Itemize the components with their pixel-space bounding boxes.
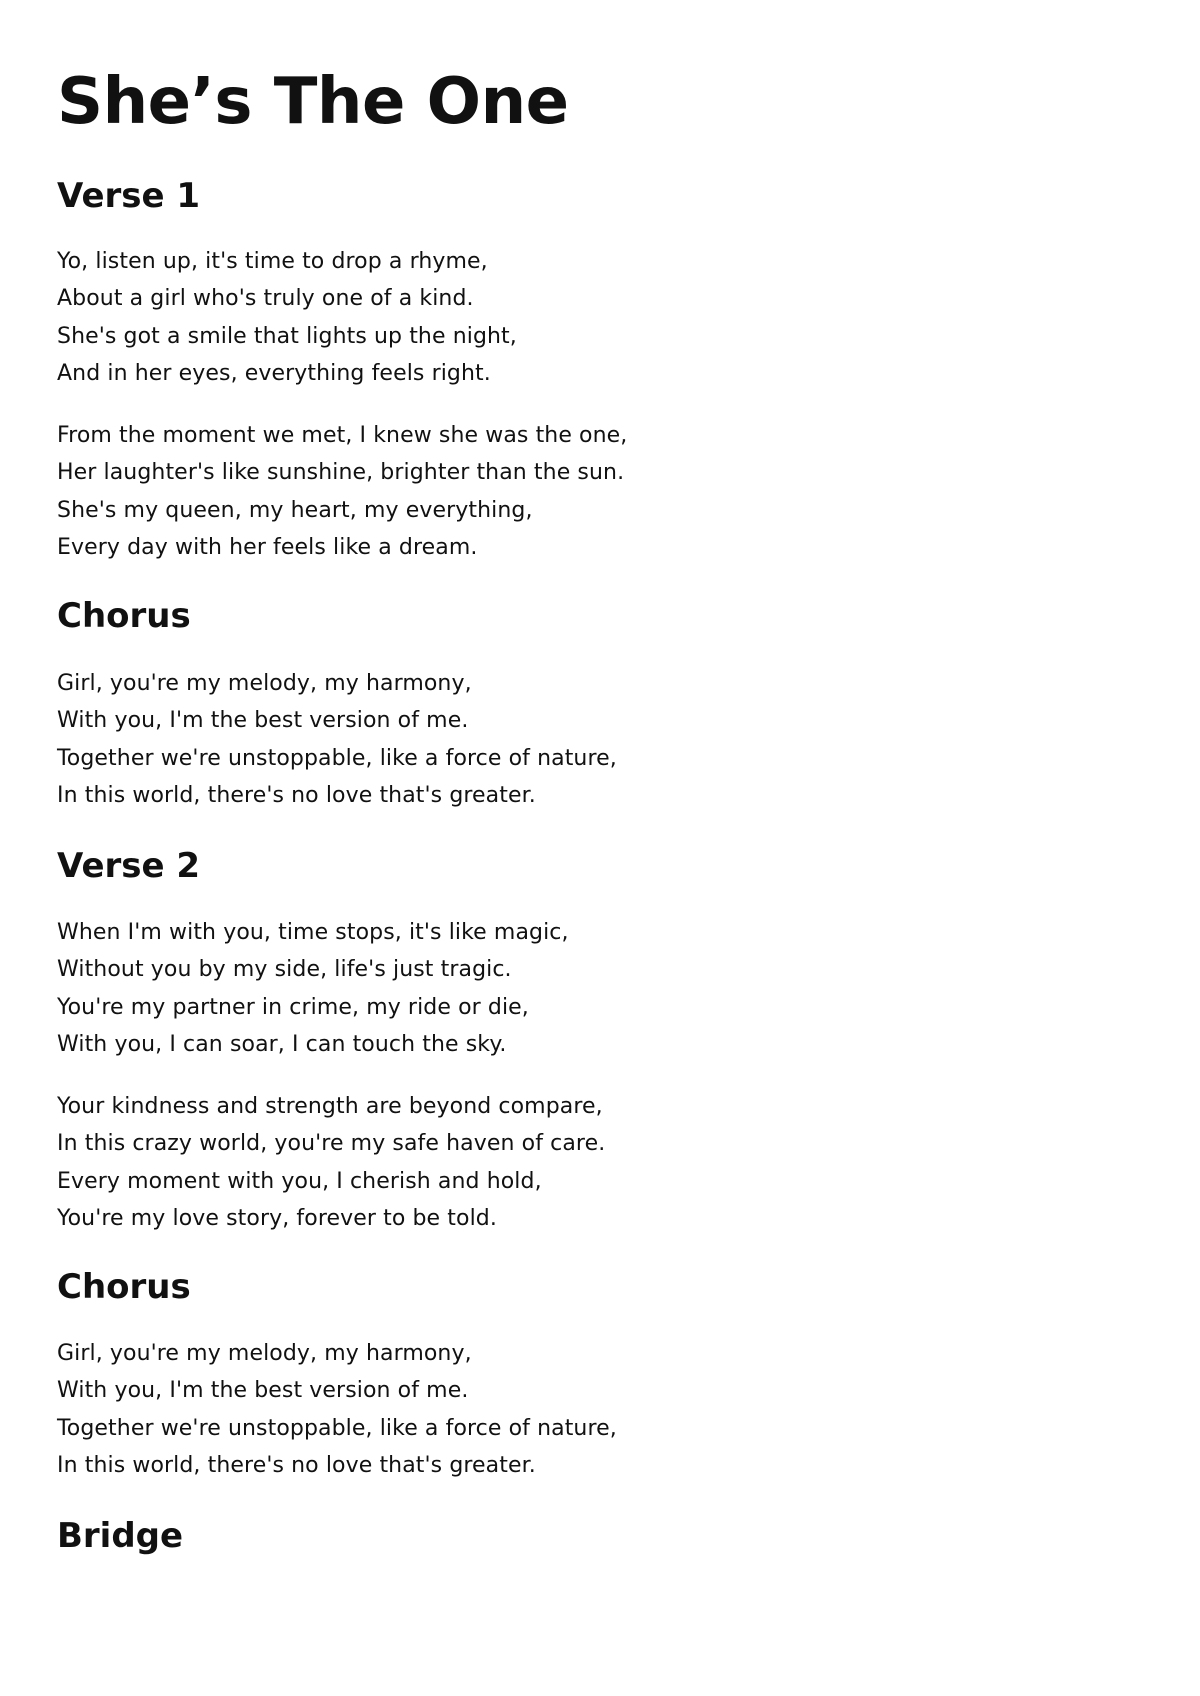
lyric-line: About a girl who's truly one of a kind. xyxy=(57,286,474,312)
lyric-line: Girl, you're my melody, my harmony, xyxy=(57,1341,472,1366)
section-heading-chorus: Chorus xyxy=(57,596,191,636)
lyric-line: Yo, listen up, it's time to drop a rhyme, xyxy=(57,249,488,274)
lyric-line: Your kindness and strength are beyond compare, xyxy=(57,1094,603,1119)
stanza xyxy=(57,1088,605,1237)
lyric-line: Every moment with you, I cherish and hold, xyxy=(57,1168,542,1194)
stanza xyxy=(57,665,617,814)
lyric-line: You're my love story, forever to be told. xyxy=(57,1205,497,1231)
lyric-line: You're my partner in crime, my ride or die, xyxy=(57,994,529,1020)
lyric-line: Every day with her feels like a dream. xyxy=(57,534,478,560)
lyric-line: She's my queen, my heart, my everything, xyxy=(57,497,533,523)
lyric-line: In this world, there's no love that's greater. xyxy=(57,1452,536,1478)
lyric-line: With you, I'm the best version of me. xyxy=(57,708,469,734)
lyric-line: Her laughter's like sunshine, brighter than the sun. xyxy=(57,460,625,486)
lyric-line: From the moment we met, I knew she was the one, xyxy=(57,423,628,448)
stanza xyxy=(57,417,627,566)
section-heading-chorus: Chorus xyxy=(57,1267,191,1307)
lyric-line: With you, I'm the best version of me. xyxy=(57,1378,469,1404)
lyric-line: Together we're unstoppable, like a force of nature, xyxy=(57,745,617,771)
song-title: She’s The One xyxy=(57,65,569,139)
lyric-line: She's got a smile that lights up the night, xyxy=(57,323,517,349)
lyric-line: In this crazy world, you're my safe haven of care. xyxy=(57,1131,606,1157)
stanza xyxy=(57,914,569,1063)
lyric-line: And in her eyes, everything feels right. xyxy=(57,360,491,386)
lyric-line: In this world, there's no love that's greater. xyxy=(57,782,536,808)
lyric-line: When I'm with you, time stops, it's like magic, xyxy=(57,920,569,945)
section-heading-verse-1: Verse 1 xyxy=(57,176,201,216)
section-heading-verse-2: Verse 2 xyxy=(57,846,201,886)
lyric-line: Girl, you're my melody, my harmony, xyxy=(57,671,472,696)
stanza xyxy=(57,243,517,392)
lyric-line: With you, I can soar, I can touch the sky. xyxy=(57,1031,507,1057)
lyric-line: Together we're unstoppable, like a force of nature, xyxy=(57,1415,617,1441)
lyric-line: Without you by my side, life's just tragic. xyxy=(57,957,512,983)
section-heading-bridge: Bridge xyxy=(57,1516,184,1556)
stanza xyxy=(57,1335,617,1484)
